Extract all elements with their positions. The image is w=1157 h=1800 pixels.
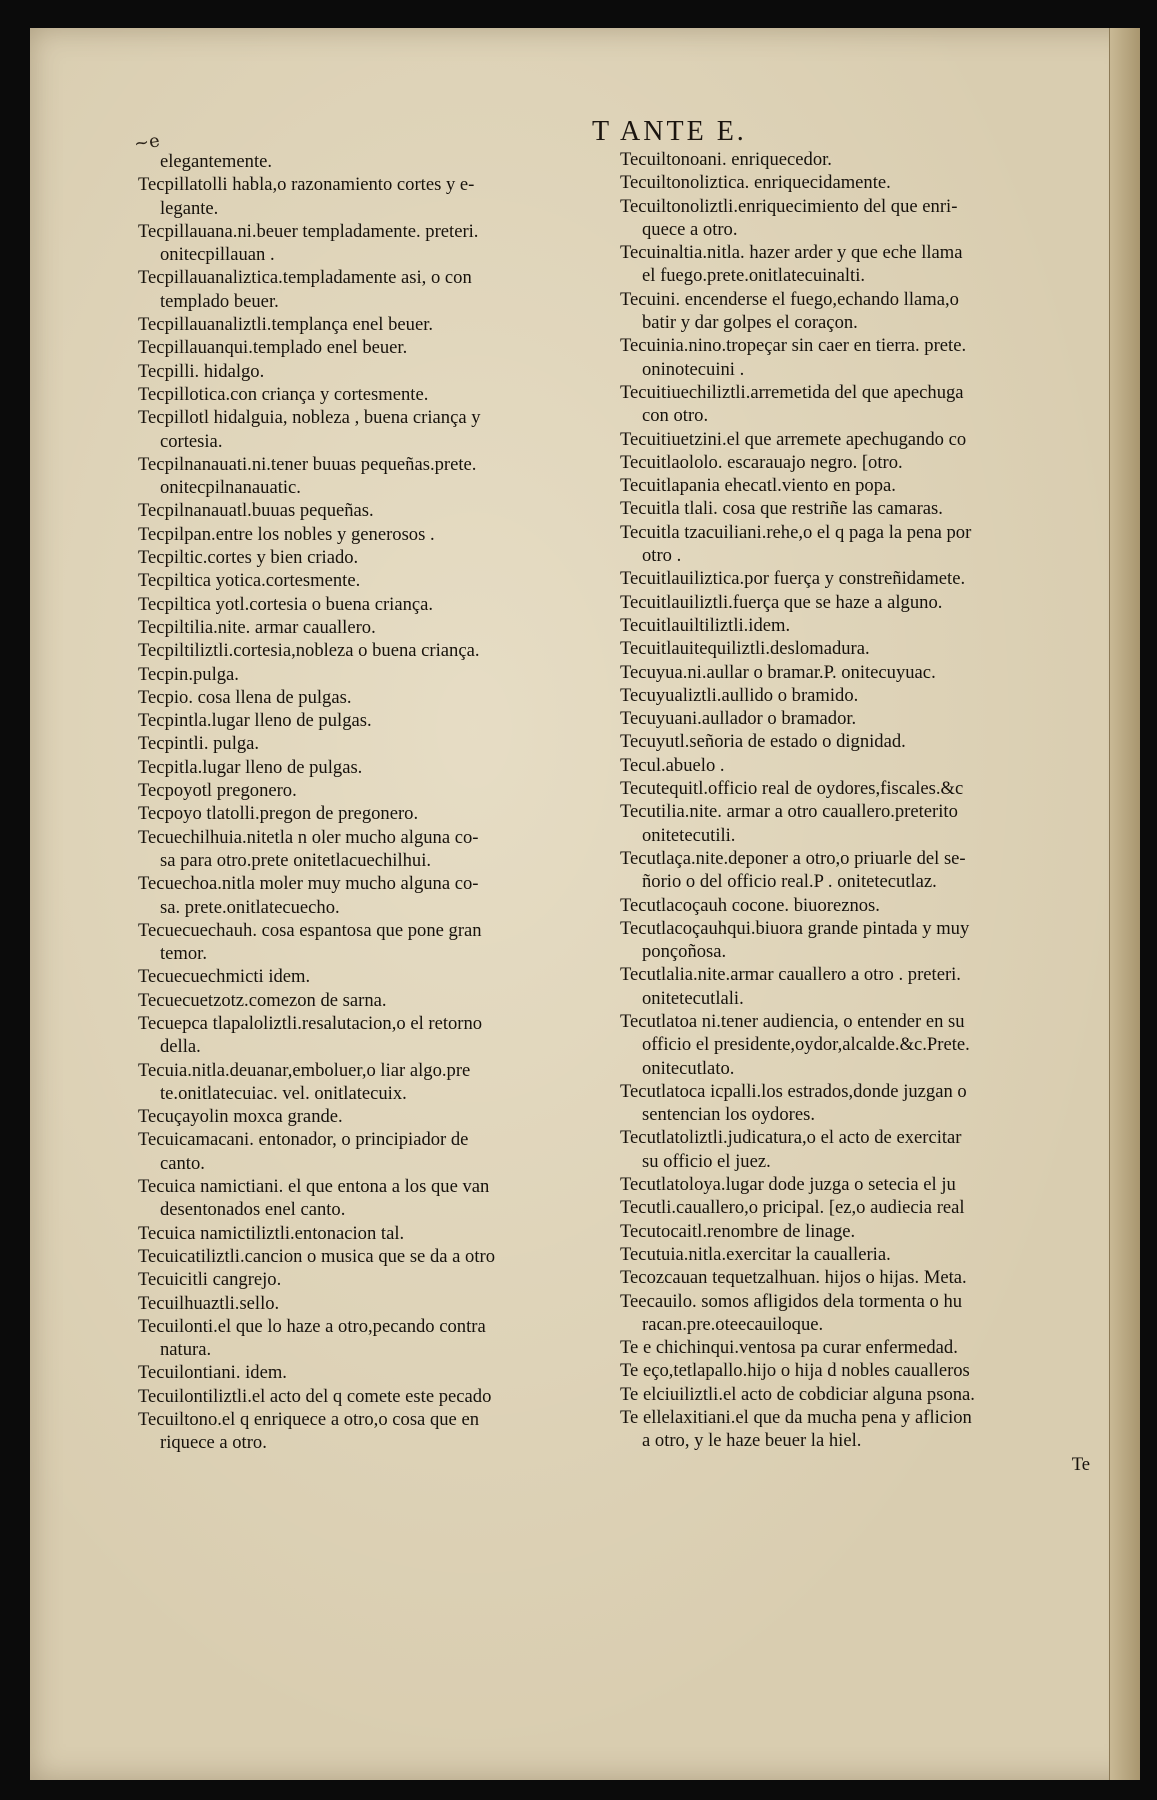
dictionary-line: Tecuitlauiltiliztli.idem. bbox=[620, 614, 791, 636]
dictionary-line: Tecuinia.nino.tropeçar sin caer en tierra. prete. bbox=[620, 335, 967, 357]
dictionary-line: racan.pre.oteecauiloque. bbox=[642, 1313, 824, 1335]
facing-page-edge bbox=[1109, 28, 1140, 1780]
dictionary-line: Tecuiltono.el q enriquece a otro,o cosa que en bbox=[138, 1409, 479, 1431]
dictionary-line: sa para otro.prete onitetlacuechilhui. bbox=[160, 849, 432, 871]
dictionary-line: Tecuia.nitla.deuanar,emboluer,o liar algo.pre bbox=[138, 1059, 471, 1081]
dictionary-line: Tecuitlaololo. escarauajo negro. [otro. bbox=[620, 451, 903, 473]
dictionary-line: Tecutlacoçauh cocone. biuoreznos. bbox=[620, 894, 880, 916]
dictionary-line: Tecpio. cosa llena de pulgas. bbox=[138, 686, 352, 708]
dictionary-line: Tecuepca tlapaloliztli.resalutacion,o el retorno bbox=[138, 1012, 483, 1034]
dictionary-line: onitecutlato. bbox=[642, 1057, 735, 1079]
dictionary-line: Tecpiltilia.nite. armar cauallero. bbox=[138, 616, 376, 638]
dictionary-line: Tecutlatoliztli.judicatura,o el acto de exercitar bbox=[620, 1127, 962, 1149]
dictionary-line: Tecpiltic.cortes y bien criado. bbox=[138, 547, 359, 569]
dictionary-line: Tecpiltica yotl.cortesia o buena criança. bbox=[138, 593, 434, 615]
dictionary-line: Tecpintli. pulga. bbox=[138, 733, 260, 755]
dictionary-line: Tecuica namictiani. el que entona a los que van bbox=[138, 1176, 490, 1198]
dictionary-line: Tecuitla tzacuiliani.rehe,o el q paga la pena por bbox=[620, 521, 972, 543]
dictionary-line: Tecpilnanauati.ni.tener buuas pequeñas.prete. bbox=[138, 453, 477, 475]
dictionary-line: Tecutlatoca icpalli.los estrados,donde juzgan o bbox=[620, 1080, 967, 1102]
dictionary-line: te.onitlatecuiac. vel. onitlatecuix. bbox=[160, 1082, 407, 1104]
dictionary-line: Tecuinaltia.nitla. hazer arder y que eche llama bbox=[620, 242, 963, 264]
dictionary-line: officio el presidente,oydor,alcalde.&c.Prete. bbox=[642, 1034, 970, 1056]
dictionary-line: templado beuer. bbox=[160, 290, 279, 312]
dictionary-line: elegantemente. bbox=[160, 151, 273, 172]
dictionary-line: Tecpillauana.ni.beuer templadamente. preteri. bbox=[138, 220, 479, 242]
dictionary-line: Tecutilia.nite. armar a otro cauallero.preterito bbox=[620, 801, 958, 823]
dictionary-line: Tecuitlapania ehecatl.viento en popa. bbox=[620, 475, 896, 497]
dictionary-line: Te elciuiliztli.el acto de cobdiciar alguna psona. bbox=[620, 1383, 975, 1405]
dictionary-line: Tecutlatoa ni.tener audiencia, o entender en su bbox=[620, 1010, 965, 1032]
dictionary-line: Tecutli.cauallero,o pricipal. [ez,o audiecia real bbox=[620, 1197, 965, 1219]
dictionary-line: Te ellelaxitiani.el que da mucha pena y aflicion bbox=[620, 1407, 972, 1429]
dictionary-line: Tecuechilhuia.nitetla n oler mucho alguna co- bbox=[138, 826, 479, 848]
dictionary-line: Tecuçayolin moxca grande. bbox=[138, 1106, 343, 1128]
dictionary-line: Teecauilo. somos afligidos dela tormenta o hu bbox=[620, 1290, 963, 1312]
dictionary-line: onitetecutili. bbox=[642, 824, 736, 846]
dictionary-line: Tecpintla.lugar lleno de pulgas. bbox=[138, 710, 372, 732]
dictionary-line: Tecuyutl.señoria de estado o dignidad. bbox=[620, 731, 906, 753]
dictionary-line: Tecozcauan tequetzalhuan. hijos o hijas. Meta. bbox=[620, 1267, 967, 1289]
dictionary-line: onitecpillauan . bbox=[160, 244, 275, 266]
dictionary-line: el fuego.prete.onitlatecuinalti. bbox=[642, 265, 866, 287]
dictionary-line: legante. bbox=[160, 197, 219, 219]
dictionary-line: Tecpiltiliztli.cortesia,nobleza o buena criança. bbox=[138, 640, 480, 662]
dictionary-line: Tecutequitl.officio real de oydores,fiscales.&c bbox=[620, 778, 964, 800]
dictionary-line: Tecuitiuetzini.el que arremete apechugando co bbox=[620, 428, 967, 450]
dictionary-line: Tecuilhuaztli.sello. bbox=[138, 1292, 280, 1314]
dictionary-line: Tecpillauanaliztli.templança enel beuer. bbox=[138, 314, 434, 336]
dictionary-line: con otro. bbox=[642, 405, 709, 427]
dictionary-line: Te bbox=[1071, 1453, 1090, 1475]
dictionary-line: Tecpoyotl pregonero. bbox=[138, 780, 297, 802]
dictionary-line: Tecpillauanqui.templado enel beuer. bbox=[138, 337, 408, 359]
dictionary-line: sentencian los oydores. bbox=[642, 1104, 815, 1126]
dictionary-line: a otro, y le haze beuer la hiel. bbox=[642, 1430, 862, 1452]
dictionary-line: Tecutlaça.nite.deponer a otro,o priuarle del se- bbox=[620, 847, 966, 869]
dictionary-line: su officio el juez. bbox=[642, 1150, 771, 1172]
dictionary-line: natura. bbox=[160, 1339, 212, 1361]
dictionary-line: Tecuiltonoliztli.enriquecimiento del que enri- bbox=[620, 195, 958, 217]
dictionary-line: Tecpilnanauatl.buuas pequeñas. bbox=[138, 500, 374, 522]
running-title: T ANTE E. bbox=[592, 116, 747, 147]
dictionary-line: Tecutuia.nitla.exercitar la caualleria. bbox=[620, 1243, 891, 1265]
dictionary-line: Tecpoyo tlatolli.pregon de pregonero. bbox=[138, 803, 419, 825]
right-column bbox=[620, 148, 1096, 1476]
dictionary-line: Tecpin.pulga. bbox=[138, 663, 239, 685]
dictionary-line: Tecutocaitl.renombre de linage. bbox=[620, 1220, 856, 1242]
dictionary-line: Tecutlacoçauhqui.biuora grande pintada y muy bbox=[620, 917, 970, 939]
dictionary-line: Tecuecuechauh. cosa espantosa que pone gran bbox=[138, 919, 482, 941]
dictionary-line: Tecuicatiliztli.cancion o musica que se da a otro bbox=[138, 1245, 496, 1267]
dictionary-line: Tecuicamacani. entonador, o principiador de bbox=[138, 1129, 469, 1151]
dictionary-line: Te e chichinqui.ventosa pa curar enfermedad. bbox=[620, 1337, 958, 1359]
dictionary-line: riquece a otro. bbox=[160, 1432, 267, 1454]
dictionary-line: onitecpilnanauatic. bbox=[160, 477, 301, 499]
dictionary-line: oninotecuini . bbox=[642, 358, 745, 380]
dictionary-line: Tecuini. encenderse el fuego,echando llama,o bbox=[620, 288, 959, 310]
corner-mark: ~e bbox=[132, 130, 162, 155]
dictionary-line: quece a otro. bbox=[642, 218, 738, 240]
dictionary-line: Tecpillatolli habla,o razonamiento cortes y e- bbox=[138, 174, 475, 196]
left-column bbox=[138, 150, 614, 1455]
dictionary-line: cortesia. bbox=[160, 430, 223, 452]
dictionary-line: otro . bbox=[642, 545, 682, 567]
dictionary-line: batir y dar golpes el coraçon. bbox=[642, 312, 858, 334]
dictionary-line: Tecuecuechmicti idem. bbox=[138, 966, 311, 988]
dictionary-line: Tecuyuani.aullador o bramador. bbox=[620, 708, 857, 730]
dictionary-line: ñorio o del officio real.P . onitetecutlaz. bbox=[642, 871, 937, 893]
dictionary-line: della. bbox=[160, 1036, 201, 1058]
dictionary-line: Tecul.abuelo . bbox=[620, 754, 725, 776]
dictionary-line: desentonados enel canto. bbox=[160, 1199, 346, 1221]
dictionary-line: Tecpitla.lugar lleno de pulgas. bbox=[138, 756, 363, 778]
dictionary-line: Tecuilontiliztli.el acto del q comete este pecado bbox=[138, 1385, 492, 1407]
dictionary-line: Tecpilli. hidalgo. bbox=[138, 360, 265, 382]
dictionary-line: Tecuicitli cangrejo. bbox=[138, 1269, 282, 1291]
dictionary-line: Tecpilpan.entre los nobles y generosos . bbox=[138, 523, 435, 545]
dictionary-line: ponçoñosa. bbox=[642, 941, 727, 963]
dictionary-line: Tecpillauanaliztica.templadamente asi, o con bbox=[138, 267, 472, 289]
dictionary-line: Tecuitlauiliztli.fuerça que se haze a alguno. bbox=[620, 591, 943, 613]
dictionary-line: Te eço,tetlapallo.hijo o hija d nobles caualleros bbox=[620, 1360, 970, 1382]
dictionary-line: Tecuitla tlali. cosa que restriñe las camaras. bbox=[620, 498, 943, 520]
dictionary-line: Tecpiltica yotica.cortesmente. bbox=[138, 570, 361, 592]
dictionary-line: Tecuiltonoliztica. enriquecidamente. bbox=[620, 172, 891, 194]
dictionary-line: Tecpillotica.con criança y cortesmente. bbox=[138, 383, 429, 405]
dictionary-line: canto. bbox=[160, 1152, 205, 1174]
dictionary-line: Tecutlatoloya.lugar dode juzga o setecia el ju bbox=[620, 1174, 956, 1196]
dictionary-line: Tecuiltonoani. enriquecedor. bbox=[620, 149, 832, 170]
dictionary-line: Tecuecuetzotz.comezon de sarna. bbox=[138, 989, 387, 1011]
dictionary-line: sa. prete.onitlatecuecho. bbox=[160, 896, 340, 918]
dictionary-line: Tecuilontiani. idem. bbox=[138, 1362, 287, 1384]
dictionary-line: Tecuica namictiliztli.entonacion tal. bbox=[138, 1222, 405, 1244]
dictionary-line: Tecuyualiztli.aullido o bramido. bbox=[620, 684, 859, 706]
dictionary-line: Tecuilonti.el que lo haze a otro,pecando contra bbox=[138, 1315, 486, 1337]
dictionary-line: Tecutlalia.nite.armar cauallero a otro . preteri. bbox=[620, 964, 961, 986]
dictionary-line: temor. bbox=[160, 943, 207, 965]
dictionary-line: Tecuitlauitequiliztli.deslomadura. bbox=[620, 638, 870, 660]
dictionary-line: onitetecutlali. bbox=[642, 987, 744, 1009]
dictionary-line: Tecpillotl hidalguia, nobleza , buena criança y bbox=[138, 407, 481, 429]
dictionary-line: Tecuyua.ni.aullar o bramar.P. onitecuyuac. bbox=[620, 661, 936, 683]
dictionary-line: Tecuitiuechiliztli.arremetida del que apechuga bbox=[620, 381, 964, 403]
dictionary-line: Tecuitlauiliztica.por fuerça y constreñidamete. bbox=[620, 568, 966, 590]
dictionary-line: Tecuechoa.nitla moler muy mucho alguna co- bbox=[138, 873, 479, 895]
